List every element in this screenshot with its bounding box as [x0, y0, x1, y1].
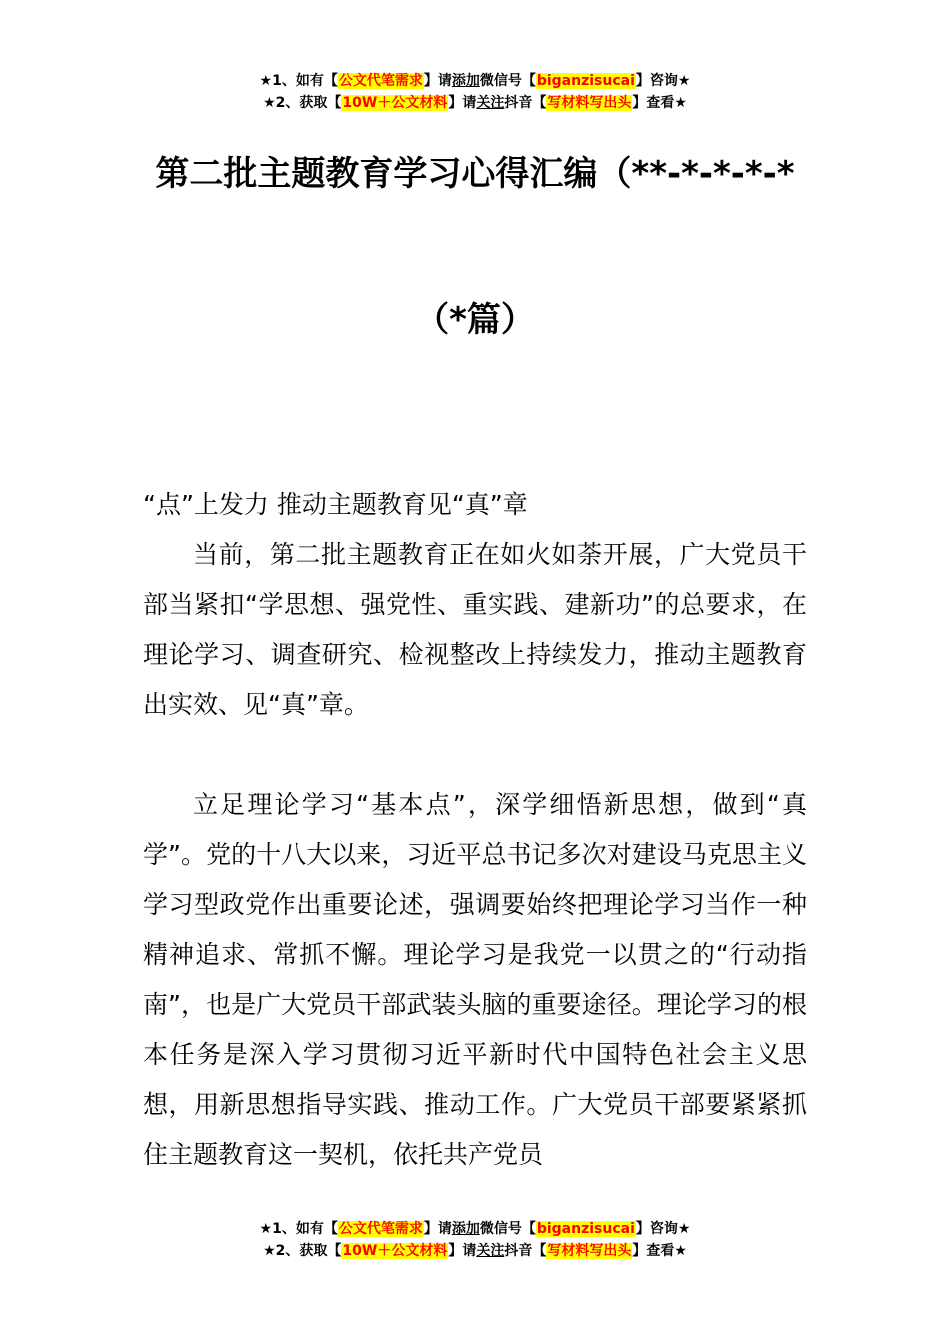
banner-highlight-wechat-id: biganzisucai	[536, 73, 635, 89]
banner-highlight-wechat-id: biganzisucai	[536, 1221, 635, 1237]
banner-highlight-douyin: 写材料写出头	[547, 95, 632, 111]
paragraph: 当前，第二批主题教育正在如火如荼开展，广大党员干部当紧扣“学思想、强党性、重实践、建新功”的总要求，在理论学习、调查研究、检视整改上持续发力，推动主题教育出实效、见“真”章。	[143, 540, 807, 719]
paragraph: 立足理论学习“基本点”，深学细悟新思想，做到“真学”。党的十八大以来，习近平总书记多次对建设马克思主义学习型政党作出重要论述，强调要始终把理论学习当作一种精神追求、常抓不懈。理论学习是我党一以贯之的“行动指南”，也是广大党员干部武装头脑的重要途径。理论学习的根本任务是深入学习贯彻习近平新时代中国特色社会主义思想，用新思想指导实践、推动工作。广大党员干部要紧紧抓住主题教育这一契机，依托共产党员	[143, 790, 807, 1169]
banner-highlight-materials: 10W＋公文材料	[342, 95, 448, 111]
banner-highlight-douyin: 写材料写出头	[547, 1243, 632, 1259]
banner-line-2: ★2、获取【10W＋公文材料】请关注抖音【写材料写出头】查看★	[263, 1243, 687, 1259]
document-title: 第二批主题教育学习心得汇编（**-*-*-*-*	[155, 154, 795, 194]
article-heading: “点”上发力 推动主题教育见“真”章	[143, 490, 528, 519]
banner-highlight-service: 公文代笔需求	[338, 73, 423, 89]
banner-line-2: ★2、获取【10W＋公文材料】请关注抖音【写材料写出头】查看★	[263, 95, 687, 111]
document-title-count: （*篇）	[415, 300, 535, 340]
banner-highlight-service: 公文代笔需求	[338, 1221, 423, 1237]
banner-highlight-materials: 10W＋公文材料	[342, 1243, 448, 1259]
header-banner	[0, 70, 950, 114]
banner-line-1: ★1、如有【公文代笔需求】请添加微信号【biganzisucai】咨询★	[259, 73, 691, 89]
footer-banner	[0, 1218, 950, 1262]
banner-line-1: ★1、如有【公文代笔需求】请添加微信号【biganzisucai】咨询★	[259, 1221, 691, 1237]
